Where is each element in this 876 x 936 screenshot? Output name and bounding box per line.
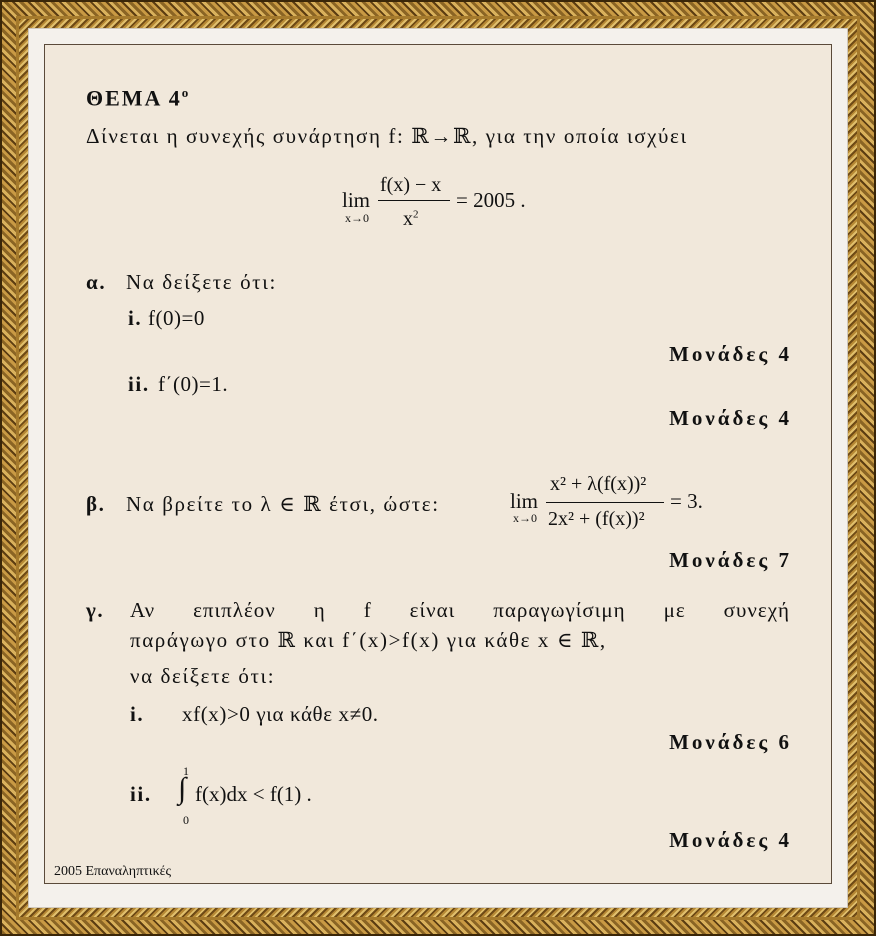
limit1-rhs: = 2005 . — [456, 188, 526, 212]
intro-text: Δίνεται η συνεχής συνάρτηση f: ℝ→ℝ, για την οποία ισχύει — [86, 124, 688, 148]
part-c-label: γ. — [86, 598, 105, 622]
marks-a-i: Μονάδες 4 — [669, 342, 792, 366]
part-c-ii-text: f(x)dx < f(1) . — [195, 782, 312, 806]
integral-lower-limit: 0 — [183, 813, 189, 827]
marks-b: Μονάδες 7 — [669, 548, 792, 572]
marks-c-ii: Μονάδες 4 — [669, 828, 792, 852]
title-superscript: ο — [181, 85, 191, 100]
part-a-i-label: i. — [128, 306, 143, 330]
marks-c-i: Μονάδες 6 — [669, 730, 792, 754]
limit2-lim: lim — [510, 489, 539, 513]
limit1-lim: lim — [342, 188, 371, 212]
footer-label: 2005 Επαναληπτικές — [54, 864, 172, 879]
part-a-ii-label: ii. — [128, 372, 150, 396]
exam-paper — [44, 44, 832, 884]
limit1-fraction-bar — [378, 200, 450, 201]
limit2-numerator: x² + λ(f(x))² — [550, 473, 647, 495]
limit2-subscript: x→0 — [513, 511, 537, 525]
part-a-label: α. — [86, 270, 107, 294]
integral-sign: ∫ — [178, 772, 187, 805]
part-a-ii-text: f΄(0)=1. — [158, 372, 229, 396]
part-a-text: Να δείξετε ότι: — [126, 270, 277, 294]
limit1-subscript: x→0 — [345, 211, 369, 225]
limit1-den-sup: 2 — [413, 208, 419, 221]
part-c-i-label: i. — [130, 702, 145, 726]
limit1-den-base: x — [403, 208, 413, 230]
integral-upper-limit: 1 — [183, 764, 189, 778]
limit2-fraction-bar — [546, 502, 664, 503]
part-a-i-text: f(0)=0 — [148, 306, 205, 330]
page-title — [86, 85, 190, 111]
marks-a-ii: Μονάδες 4 — [669, 406, 792, 430]
limit2-rhs: = 3. — [670, 489, 703, 513]
limit1-numerator: f(x) − x — [380, 174, 442, 196]
part-c-ii-label: ii. — [130, 782, 152, 806]
title-text: ΘΕΜΑ 4 — [86, 85, 182, 111]
part-b-label: β. — [86, 492, 106, 516]
part-c-i-text: xf(x)>0 για κάθε x≠0. — [182, 702, 379, 726]
part-c-line1: Αν επιπλέον η f είναι παραγωγίσιμη με συνεχή — [130, 598, 790, 622]
limit1-denominator — [403, 208, 419, 231]
part-c-line2: παράγωγο στο ℝ και f΄(x)>f(x) για κάθε x ∈ ℝ, — [130, 628, 607, 652]
part-b-text: Να βρείτε το λ ∈ ℝ έτσι, ώστε: — [126, 492, 440, 516]
limit2-denominator: 2x² + (f(x))² — [548, 508, 645, 530]
part-c-line3: να δείξετε ότι: — [130, 664, 276, 688]
